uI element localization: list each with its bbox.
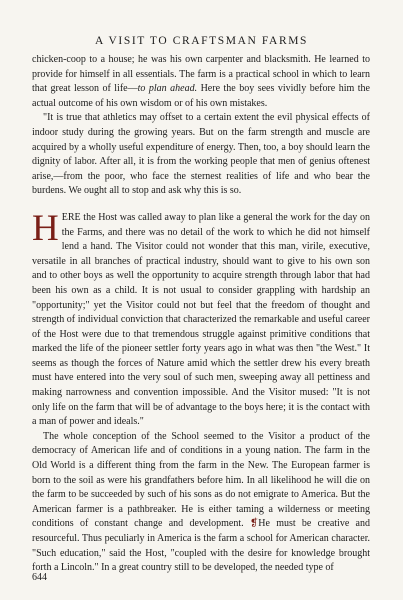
drop-cap-initial: H xyxy=(32,207,59,249)
paragraph-mark-icon: ❡ xyxy=(249,518,259,530)
paragraph-1-tail: Here the boy sees vividly before him the actual outcome of his own wisdom or of his own mistakes. xyxy=(32,83,370,109)
paragraph-3 xyxy=(32,207,370,430)
paragraph-2: "It is true that athletics may offset to a certain extent the evil physical effects of indoor study during the growing years. But on the farm strength and muscle are acquired by a wholly useful expenditure of energy. Then, too, a boy should learn the dignity of labor. After all, it is from the working people that men of genius oftenest arise,—from the poor, who face the sternest realities of life and who bear the burdens. We ought all to stop and ask why this is so. xyxy=(32,112,370,197)
paragraph-3-text: ERE the Host was called away to plan like a general the work for the day on the Farms, and there was no detail of the work to which he did not himself lend a hand. The Visitor could not wonder that this man, virile, executive, versatile in all branches of practical industry, should want to give to his own son and to other boys as well the opportunity to acquire strength through labor that had been his own as a child. It is not usual to consider grappling with hardship an "opportunity;" yet the Visitor could not but feel that the freedom of thought and strength of individual conviction that characterized the remarkable and useful career of the Host were due to that tremendous struggle against primitive conditions that marked the life of the pioneer settler forty years ago in what was then "the West." It seems as though the forces of Nature amid which the settler drew his every breath must have entered into the very soul of such men, sweeping away all pettiness and making narrowness and convention impossible. And the Visitor mused: "It is not only life on the farm that will be of advantage to the boys here; it is the contact with a man of power and ideals." xyxy=(32,211,370,428)
paragraph-1-emphasis: to plan ahead. xyxy=(137,83,198,95)
page-number: 644 xyxy=(32,572,47,583)
paragraph-4-lead: The whole conception of the School seemed to the Visitor a product of the democracy of American life and of conditions in a young nation. The farm in the Old World is a different thing from the farm in the New. The European farmer is born to the soil as were his grandfathers before him. In all likelihood he will die on the farm to be succeeded by such of his sons as do not emigrate to America. But the American farmer is a pathbreaker. He is either taming a wilderness or meeting conditions of constant change and development. xyxy=(32,430,370,530)
paragraph-4-tail: He must be creative and resourceful. Thus peculiarly in America is the farm a school for American character. "Such education," said the Host, "coupled with the desire for knowledge brought forth a Lincoln." In a great country still to be developed, the needed type of xyxy=(32,518,370,574)
paragraph-4 xyxy=(32,430,370,576)
section-break xyxy=(32,199,370,211)
paragraph-1-lead: chicken-coop to a house; he was his own carpenter and blacksmith. He learned to provide for himself in all essentials. The farm is a practical school in which to learn that great lesson of life— xyxy=(32,54,370,95)
running-title: A VISIT TO CRAFTSMAN FARMS xyxy=(94,35,309,47)
article-body xyxy=(32,53,370,576)
paragraph-1 xyxy=(32,53,370,111)
